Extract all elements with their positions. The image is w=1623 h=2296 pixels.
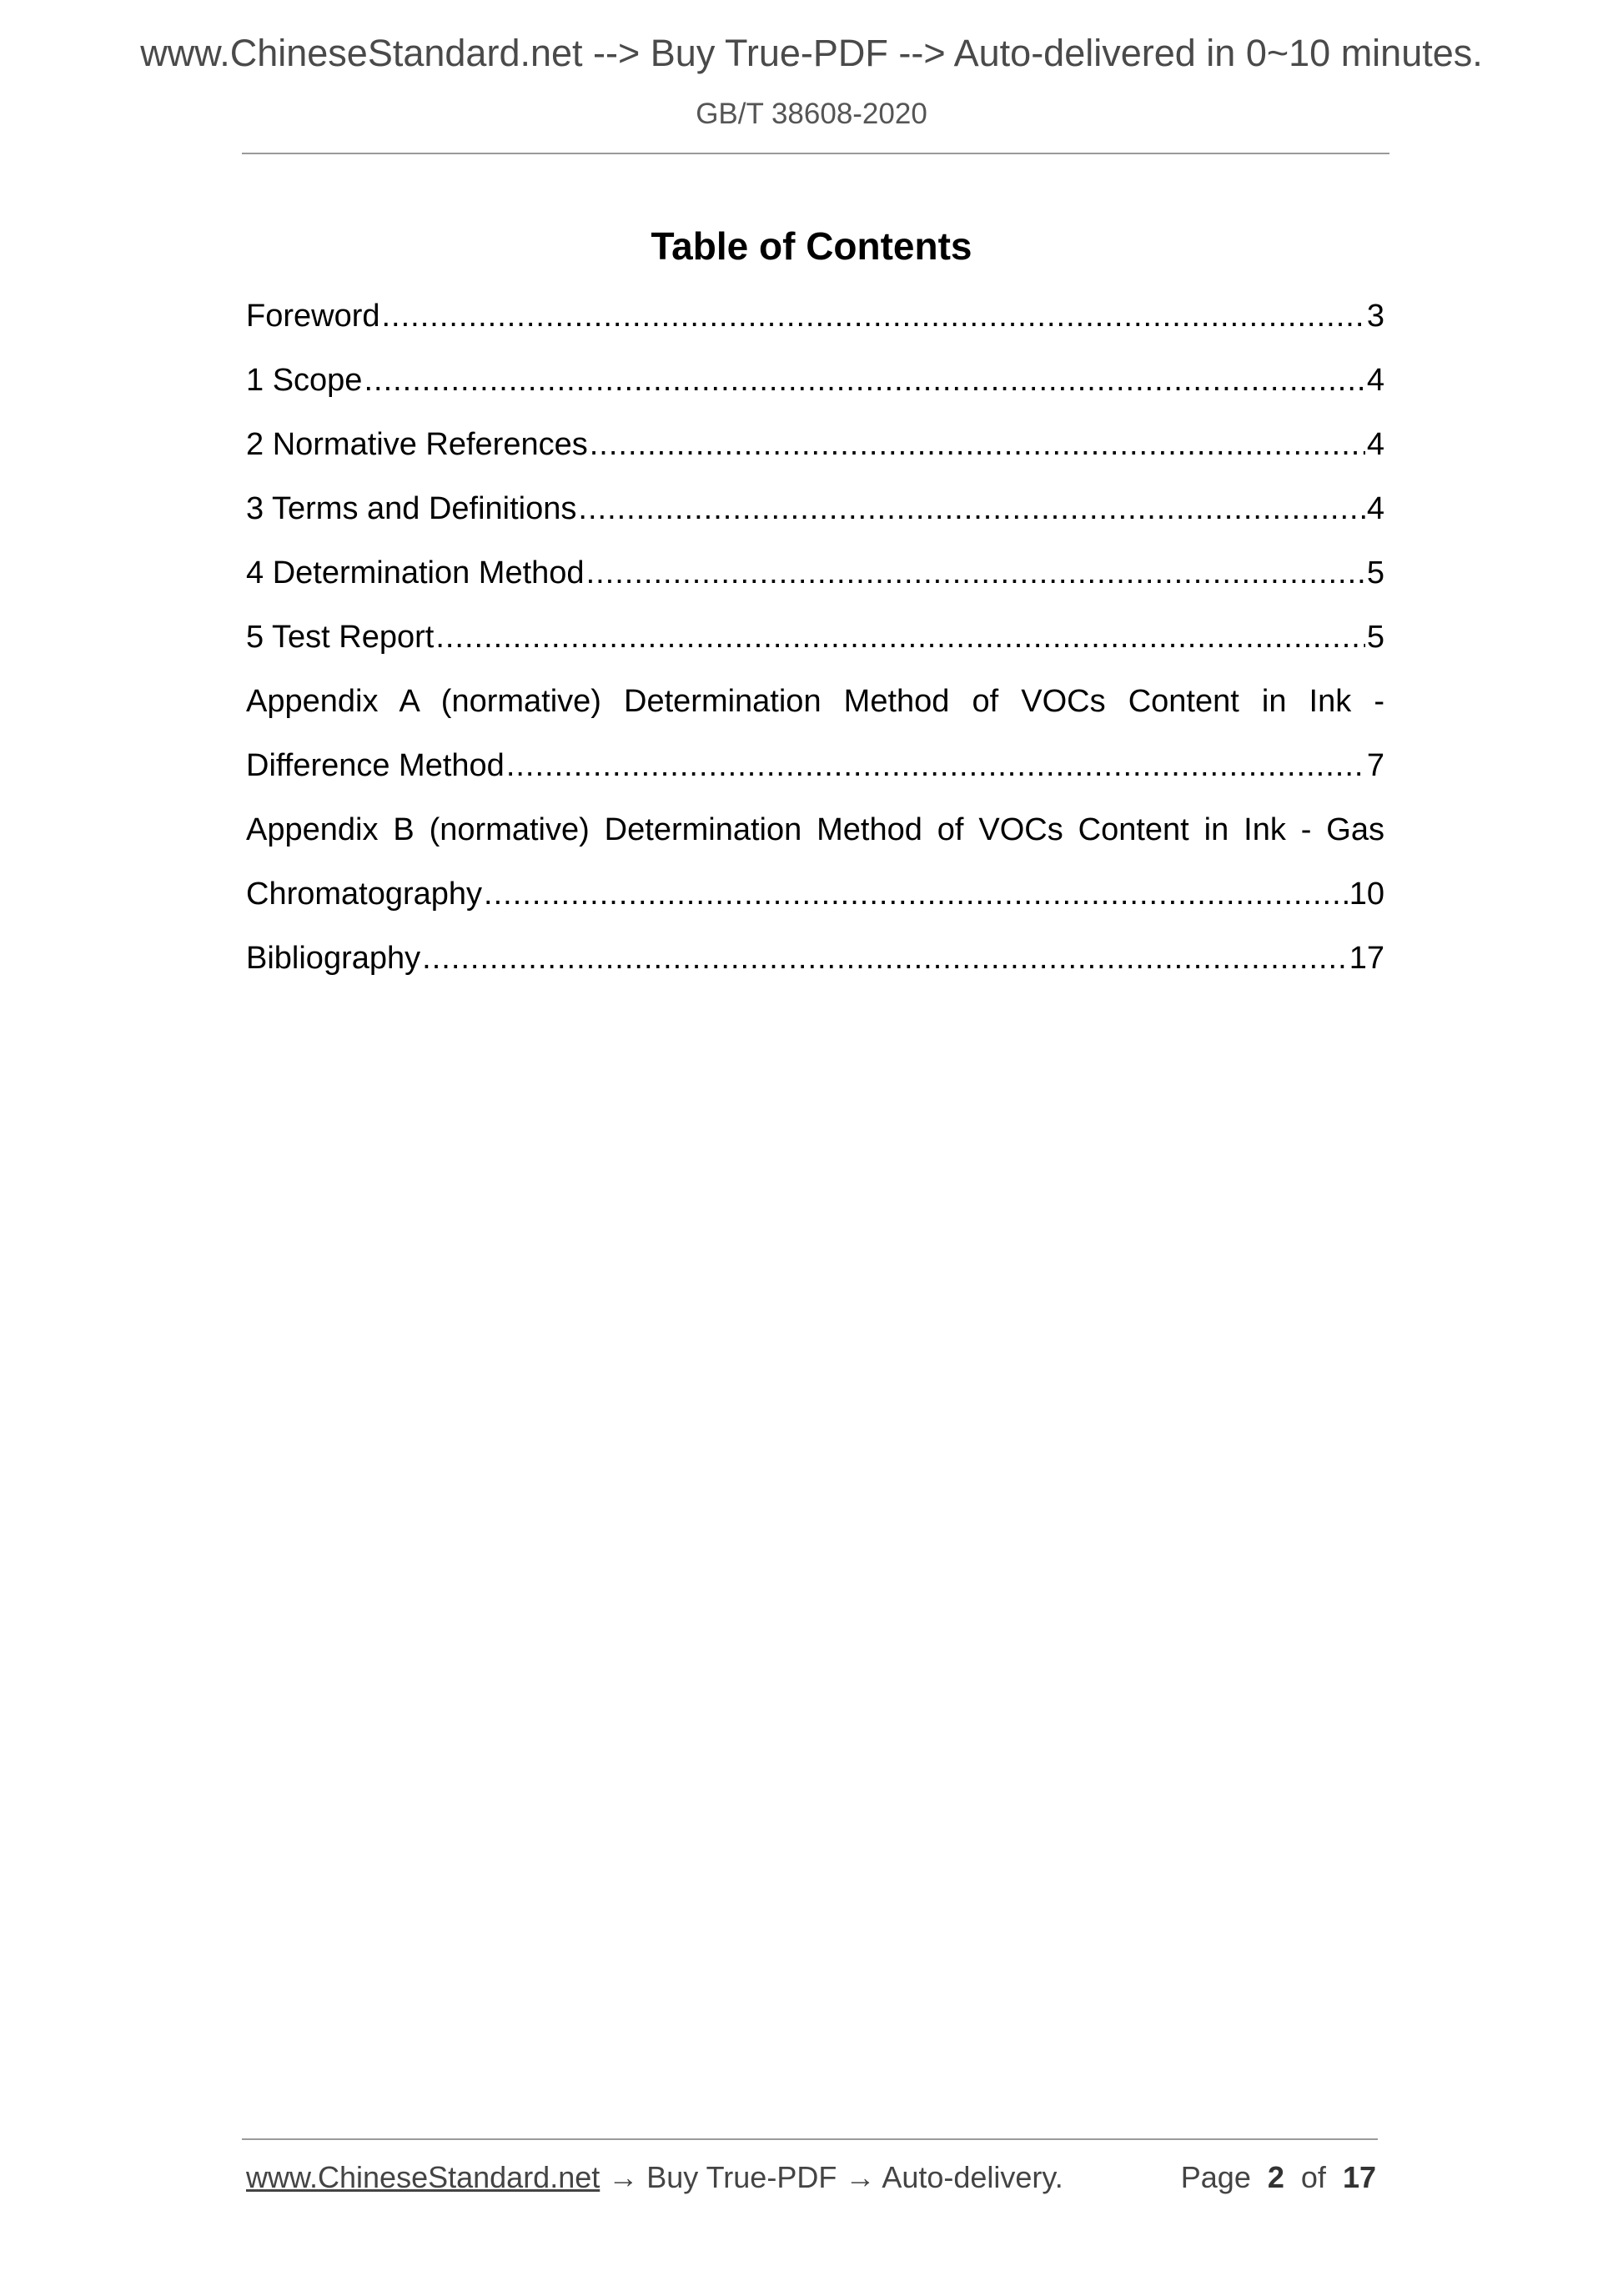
toc-leader-dots [590, 427, 1365, 463]
footer-promo [246, 2160, 1063, 2195]
header-banner: www.ChineseStandard.net --> Buy True-PDF --> Auto-delivered in 0~10 minutes. [140, 32, 1483, 74]
footer-website-link[interactable]: www.ChineseStandard.net [246, 2160, 600, 2194]
toc-leader-dots [586, 555, 1365, 591]
toc-entry-normative-references[interactable] [246, 427, 1384, 491]
toc-entry-label: 5 Test Report [246, 620, 435, 655]
toc-entry-terms-and-definitions[interactable] [246, 491, 1384, 555]
toc-entry-foreword[interactable] [246, 299, 1384, 363]
toc-entry-label: Difference Method [246, 748, 505, 783]
of-label: of [1300, 2160, 1326, 2194]
toc-entry-label: Appendix B (normative) Determination Method of VOCs Content in Ink - Gas [246, 812, 1384, 847]
toc-leader-dots [422, 941, 1348, 977]
toc-leader-dots [506, 748, 1365, 784]
toc-entry-label: Chromatography [246, 877, 483, 912]
total-pages: 17 [1342, 2160, 1376, 2194]
table-of-contents [246, 299, 1384, 1005]
toc-entry-page: 5 [1366, 620, 1384, 655]
toc-entry-determination-method[interactable] [246, 555, 1384, 620]
toc-entry-label: 2 Normative References [246, 427, 588, 462]
toc-leader-dots [382, 299, 1365, 334]
toc-entry-page: 4 [1366, 491, 1384, 526]
toc-leader-dots [364, 363, 1364, 399]
toc-entry-label: Foreword [246, 299, 380, 334]
toc-entry-appendix-b[interactable] [246, 877, 1384, 941]
document-code: GB/T 38608-2020 [696, 98, 927, 130]
toc-title: Table of Contents [651, 224, 972, 268]
toc-entry-appendix-b-line1[interactable] [246, 812, 1384, 877]
toc-entry-label: Bibliography [246, 941, 421, 976]
page-label: Page [1180, 2160, 1251, 2194]
toc-entry-label: Appendix A (normative) Determination Method of VOCs Content in Ink - [246, 684, 1384, 719]
toc-entry-scope[interactable] [246, 363, 1384, 427]
toc-leader-dots [435, 620, 1365, 656]
current-page: 2 [1267, 2160, 1284, 2194]
toc-entry-test-report[interactable] [246, 620, 1384, 684]
toc-entry-bibliography[interactable] [246, 941, 1384, 1005]
footer-divider [242, 2138, 1378, 2140]
toc-entry-page: 4 [1366, 363, 1384, 398]
header-divider [242, 153, 1389, 154]
footer-tagline: → Buy True-PDF → Auto-delivery. [600, 2160, 1063, 2194]
toc-entry-label: 1 Scope [246, 363, 363, 398]
toc-entry-page: 17 [1349, 941, 1384, 976]
toc-entry-appendix-a[interactable] [246, 748, 1384, 812]
toc-leader-dots [578, 491, 1364, 527]
toc-entry-page: 3 [1366, 299, 1384, 334]
toc-entry-page: 4 [1366, 427, 1384, 462]
toc-entry-page: 5 [1366, 555, 1384, 590]
toc-entry-appendix-a-line1[interactable] [246, 684, 1384, 748]
page-number [1181, 2160, 1376, 2195]
toc-leader-dots [484, 877, 1348, 912]
toc-entry-label: 3 Terms and Definitions [246, 491, 577, 526]
toc-entry-page: 7 [1366, 748, 1384, 783]
toc-entry-page: 10 [1349, 877, 1384, 912]
toc-entry-label: 4 Determination Method [246, 555, 585, 590]
